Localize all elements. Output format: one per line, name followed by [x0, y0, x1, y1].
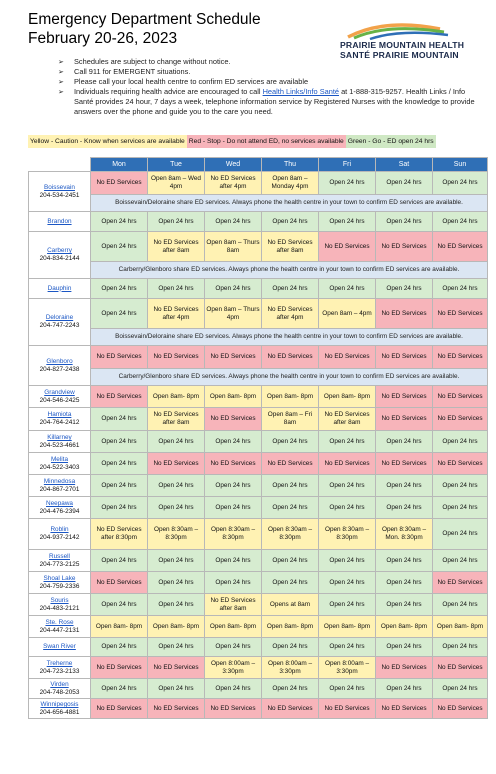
- site-phone: 204-747-2243: [39, 322, 80, 329]
- site-name-link[interactable]: Ste. Rose: [45, 618, 74, 626]
- status-cell-wed: Open 8am – Thurs 4pm: [205, 299, 262, 329]
- status-cell-wed: Open 24 hrs: [205, 497, 262, 519]
- status-cell-mon: Open 24 hrs: [91, 431, 148, 453]
- status-cell-sat: Open 24 hrs: [376, 172, 433, 195]
- site-row: [29, 386, 488, 408]
- legend-yellow: Yellow - Caution - Know when services are available: [28, 135, 187, 148]
- site-row: [29, 408, 488, 431]
- site-cell: [29, 279, 91, 299]
- status-cell-thu: Open 24 hrs: [262, 550, 319, 572]
- status-cell-sun: Open 24 hrs: [433, 475, 488, 497]
- status-cell-wed: Open 24 hrs: [205, 638, 262, 657]
- site-name-link[interactable]: Winnipegosis: [40, 700, 79, 708]
- status-cell-sat: Open 8am- 8pm: [376, 616, 433, 638]
- status-cell-sun: No ED Services: [433, 232, 488, 262]
- status-cell-thu: No ED Services: [262, 699, 319, 719]
- notice-text: at 1-888-315-9257. Health Links / Info Santé provides 24 hour, 7 days a week, telephone information service by Registered Nurses with the knowledge to provide answers over the phone and guide you to the care you need.: [74, 87, 475, 116]
- site-row: [29, 657, 488, 679]
- status-cell-fri: No ED Services: [319, 346, 376, 369]
- site-name-link[interactable]: Virden: [50, 680, 69, 688]
- site-name-link[interactable]: Killarney: [47, 433, 72, 441]
- status-cell-mon: Open 24 hrs: [91, 497, 148, 519]
- status-cell-tue: Open 24 hrs: [148, 212, 205, 232]
- status-cell-tue: No ED Services after 8am: [148, 408, 205, 431]
- status-cell-sat: Open 24 hrs: [376, 572, 433, 594]
- site-row: [29, 679, 488, 699]
- site-phone: 204-759-2336: [39, 582, 80, 590]
- status-cell-mon: No ED Services: [91, 699, 148, 719]
- status-cell-sat: Open 24 hrs: [376, 431, 433, 453]
- status-cell-mon: Open 8am- 8pm: [91, 616, 148, 638]
- status-cell-wed: Open 24 hrs: [205, 679, 262, 699]
- status-cell-thu: Open 8:00am – 3:30pm: [262, 657, 319, 679]
- site-row: [29, 212, 488, 232]
- status-cell-mon: Open 24 hrs: [91, 638, 148, 657]
- status-cell-thu: Open 24 hrs: [262, 475, 319, 497]
- status-cell-fri: Open 24 hrs: [319, 497, 376, 519]
- status-cell-fri: Open 8am – 4pm: [319, 299, 376, 329]
- status-cell-mon: Open 24 hrs: [91, 475, 148, 497]
- status-cell-tue: Open 8:30am – 8:30pm: [148, 519, 205, 550]
- shared-services-note-row: [29, 195, 488, 212]
- site-name-link[interactable]: Grandview: [44, 388, 75, 396]
- status-cell-thu: Open 8am – Fri 8am: [262, 408, 319, 431]
- site-phone: 204-546-2425: [39, 396, 80, 404]
- site-row: [29, 572, 488, 594]
- status-cell-fri: No ED Services: [319, 232, 376, 262]
- day-header: Mon: [91, 158, 148, 172]
- site-phone: 204-534-2451: [39, 191, 80, 199]
- status-cell-thu: Open 24 hrs: [262, 679, 319, 699]
- site-name-link[interactable]: Boissevain: [44, 183, 75, 191]
- status-cell-tue: Open 8am- 8pm: [148, 386, 205, 408]
- status-cell-sun: No ED Services: [433, 699, 488, 719]
- status-cell-mon: Open 24 hrs: [91, 453, 148, 475]
- status-cell-wed: Open 8:00am – 3:30pm: [205, 657, 262, 679]
- site-row: [29, 279, 488, 299]
- shared-services-note: Boissevain/Deloraine share ED services. Always phone the health centre in your town to confirm ED services are available.: [91, 195, 488, 212]
- status-cell-sat: No ED Services: [376, 657, 433, 679]
- site-row: [29, 616, 488, 638]
- notice-item: ➢ Call 911 for EMERGENT situations.: [58, 67, 486, 77]
- site-phone: 204-867-2701: [39, 485, 80, 493]
- status-cell-tue: No ED Services after 8am: [148, 232, 205, 262]
- status-cell-tue: No ED Services after 4pm: [148, 299, 205, 329]
- status-cell-tue: Open 24 hrs: [148, 279, 205, 299]
- status-cell-sun: No ED Services: [433, 572, 488, 594]
- day-header: Sat: [376, 158, 433, 172]
- site-name-link[interactable]: Treherne: [46, 659, 73, 667]
- day-header: Fri: [319, 158, 376, 172]
- status-cell-thu: No ED Services: [262, 346, 319, 369]
- status-cell-sat: Open 24 hrs: [376, 594, 433, 616]
- site-row: [29, 232, 488, 262]
- site-name-link[interactable]: Neepawa: [45, 499, 73, 507]
- shared-services-note: Carberry/Glenboro share ED services. Always phone the health centre in your town to confirm ED services are available.: [91, 262, 488, 279]
- title-line-1: Emergency Department Schedule: [28, 11, 261, 28]
- status-cell-sun: Open 24 hrs: [433, 279, 488, 299]
- status-cell-mon: No ED Services: [91, 572, 148, 594]
- status-cell-sun: Open 24 hrs: [433, 638, 488, 657]
- site-row: [29, 638, 488, 657]
- status-cell-wed: Open 24 hrs: [205, 550, 262, 572]
- status-cell-fri: Open 8:30am – 8:30pm: [319, 519, 376, 550]
- status-cell-sat: Open 24 hrs: [376, 212, 433, 232]
- status-cell-sun: Open 24 hrs: [433, 679, 488, 699]
- status-cell-sun: No ED Services: [433, 453, 488, 475]
- status-cell-fri: Open 8am- 8pm: [319, 616, 376, 638]
- site-name-link[interactable]: Shoal Lake: [43, 574, 76, 582]
- status-cell-tue: Open 8am – Wed 4pm: [148, 172, 205, 195]
- site-cell: [29, 550, 91, 572]
- status-cell-fri: Open 8:00am – 3:30pm: [319, 657, 376, 679]
- site-name-link[interactable]: Melita: [50, 455, 69, 463]
- notice-item: ➢ Schedules are subject to change without notice.: [58, 57, 486, 67]
- status-cell-thu: Opens at 8am: [262, 594, 319, 616]
- status-cell-thu: Open 24 hrs: [262, 497, 319, 519]
- status-cell-fri: Open 8am- 8pm: [319, 386, 376, 408]
- status-cell-fri: No ED Services: [319, 453, 376, 475]
- status-cell-wed: No ED Services after 8am: [205, 594, 262, 616]
- status-cell-thu: Open 24 hrs: [262, 279, 319, 299]
- status-cell-mon: Open 24 hrs: [91, 594, 148, 616]
- status-cell-fri: No ED Services: [319, 699, 376, 719]
- site-cell: [29, 679, 91, 699]
- site-phone: 204-937-2142: [39, 534, 80, 541]
- status-cell-tue: Open 8am- 8pm: [148, 616, 205, 638]
- site-name-link[interactable]: Dauphin: [47, 284, 72, 292]
- site-row: [29, 550, 488, 572]
- header-corner: [29, 158, 91, 172]
- shared-services-note: Carberry/Glenboro share ED services. Always phone the health centre in your town to confirm ED services are available.: [91, 369, 488, 386]
- site-name-link[interactable]: Glenboro: [46, 357, 73, 365]
- status-cell-sat: No ED Services: [376, 232, 433, 262]
- site-phone: 204-523-4661: [39, 441, 80, 449]
- status-cell-wed: Open 24 hrs: [205, 475, 262, 497]
- status-cell-mon: Open 24 hrs: [91, 679, 148, 699]
- site-cell: [29, 497, 91, 519]
- status-cell-sat: Open 24 hrs: [376, 497, 433, 519]
- status-cell-sat: No ED Services: [376, 346, 433, 369]
- site-cell: [29, 657, 91, 679]
- status-cell-tue: No ED Services: [148, 453, 205, 475]
- title-line-2: February 20-26, 2023: [28, 30, 178, 47]
- status-cell-sat: No ED Services: [376, 453, 433, 475]
- site-row: [29, 475, 488, 497]
- site-row: [29, 594, 488, 616]
- status-cell-mon: No ED Services: [91, 346, 148, 369]
- site-name-link[interactable]: Carberry: [47, 247, 72, 255]
- day-header: Thu: [262, 158, 319, 172]
- site-row: [29, 346, 488, 369]
- status-cell-mon: Open 24 hrs: [91, 212, 148, 232]
- status-cell-wed: Open 24 hrs: [205, 572, 262, 594]
- status-cell-thu: No ED Services after 8am: [262, 232, 319, 262]
- status-cell-wed: Open 8am- 8pm: [205, 616, 262, 638]
- site-row: [29, 699, 488, 719]
- logo-text-fr: SANTÉ PRAIRIE MOUNTAIN: [340, 50, 459, 60]
- status-cell-sat: Open 24 hrs: [376, 638, 433, 657]
- status-cell-sun: Open 24 hrs: [433, 497, 488, 519]
- site-cell: [29, 172, 91, 212]
- legend-green: Green - Go - ED open 24 hrs: [346, 135, 436, 148]
- site-row: [29, 497, 488, 519]
- site-row: [29, 519, 488, 550]
- status-cell-tue: Open 24 hrs: [148, 550, 205, 572]
- logo-text-en: PRAIRIE MOUNTAIN HEALTH: [340, 40, 465, 50]
- status-cell-mon: Open 24 hrs: [91, 550, 148, 572]
- status-cell-sun: Open 24 hrs: [433, 172, 488, 195]
- status-cell-sat: No ED Services: [376, 386, 433, 408]
- status-cell-thu: Open 8am – Monday 4pm: [262, 172, 319, 195]
- notice-text: Individuals requiring health advice are encouraged to call: [74, 87, 263, 96]
- status-cell-wed: No ED Services after 4pm: [205, 172, 262, 195]
- status-cell-thu: Open 24 hrs: [262, 431, 319, 453]
- shared-services-note: Boissevain/Deloraine share ED services. Always phone the health centre in your town to confirm ED services are available.: [91, 329, 488, 346]
- status-cell-thu: No ED Services: [262, 453, 319, 475]
- status-cell-sun: Open 24 hrs: [433, 519, 488, 550]
- status-cell-wed: Open 8:30am – 8:30pm: [205, 519, 262, 550]
- status-cell-sun: No ED Services: [433, 386, 488, 408]
- status-cell-thu: Open 8am- 8pm: [262, 616, 319, 638]
- status-cell-mon: No ED Services: [91, 386, 148, 408]
- day-header: Sun: [433, 158, 488, 172]
- site-cell: [29, 386, 91, 408]
- status-cell-fri: No ED Services after 8am: [319, 408, 376, 431]
- status-cell-sun: No ED Services: [433, 299, 488, 329]
- site-name-link[interactable]: Roblin: [50, 526, 69, 534]
- site-phone: 204-476-2394: [39, 507, 80, 515]
- status-cell-tue: Open 24 hrs: [148, 594, 205, 616]
- site-cell: [29, 519, 91, 550]
- status-cell-fri: Open 24 hrs: [319, 475, 376, 497]
- legend-red: Red - Stop - Do not attend ED, no services available: [187, 135, 346, 148]
- status-cell-fri: Open 24 hrs: [319, 279, 376, 299]
- status-cell-thu: Open 24 hrs: [262, 638, 319, 657]
- status-cell-tue: Open 24 hrs: [148, 638, 205, 657]
- status-cell-fri: Open 24 hrs: [319, 172, 376, 195]
- status-cell-mon: Open 24 hrs: [91, 299, 148, 329]
- site-name-link[interactable]: Brandon: [47, 217, 72, 225]
- status-cell-sun: No ED Services: [433, 346, 488, 369]
- status-cell-sun: Open 24 hrs: [433, 550, 488, 572]
- status-cell-sun: Open 8am- 8pm: [433, 616, 488, 638]
- site-cell: [29, 572, 91, 594]
- site-name-link[interactable]: Souris: [50, 596, 69, 604]
- site-cell: [29, 232, 91, 279]
- status-cell-tue: No ED Services: [148, 657, 205, 679]
- status-cell-fri: Open 24 hrs: [319, 594, 376, 616]
- status-cell-wed: No ED Services: [205, 408, 262, 431]
- status-cell-mon: Open 24 hrs: [91, 408, 148, 431]
- status-cell-sat: No ED Services: [376, 699, 433, 719]
- site-cell: [29, 346, 91, 386]
- site-phone: 204-764-2412: [39, 419, 80, 426]
- site-phone: 204-834-2144: [39, 255, 80, 262]
- schedule-body: [29, 172, 488, 719]
- page-title: [28, 10, 261, 48]
- site-row: [29, 431, 488, 453]
- status-cell-wed: Open 24 hrs: [205, 212, 262, 232]
- status-cell-tue: Open 24 hrs: [148, 679, 205, 699]
- color-legend: [28, 135, 436, 148]
- status-cell-wed: Open 8am- 8pm: [205, 386, 262, 408]
- site-phone: 204-723-2133: [39, 667, 80, 675]
- status-cell-tue: Open 24 hrs: [148, 475, 205, 497]
- status-cell-tue: Open 24 hrs: [148, 497, 205, 519]
- status-cell-sat: No ED Services: [376, 299, 433, 329]
- status-cell-wed: No ED Services: [205, 699, 262, 719]
- notice-list: [58, 57, 486, 117]
- site-phone: 204-522-3403: [39, 463, 80, 471]
- status-cell-tue: Open 24 hrs: [148, 431, 205, 453]
- status-cell-fri: Open 24 hrs: [319, 431, 376, 453]
- site-cell: [29, 699, 91, 719]
- shared-services-note-row: [29, 262, 488, 279]
- status-cell-thu: Open 24 hrs: [262, 572, 319, 594]
- shared-services-note-row: [29, 329, 488, 346]
- status-cell-mon: No ED Services after 8:30pm: [91, 519, 148, 550]
- ed-schedule-table: [28, 157, 488, 719]
- status-cell-fri: Open 24 hrs: [319, 550, 376, 572]
- site-cell: [29, 475, 91, 497]
- status-cell-wed: No ED Services: [205, 453, 262, 475]
- status-cell-mon: Open 24 hrs: [91, 279, 148, 299]
- status-cell-thu: Open 8:30am – 8:30pm: [262, 519, 319, 550]
- status-cell-tue: No ED Services: [148, 346, 205, 369]
- status-cell-sat: No ED Services: [376, 408, 433, 431]
- site-cell: [29, 299, 91, 346]
- site-name-link[interactable]: Minnedosa: [43, 477, 76, 485]
- day-header: Tue: [148, 158, 205, 172]
- site-cell: [29, 212, 91, 232]
- day-header: Wed: [205, 158, 262, 172]
- status-cell-mon: Open 24 hrs: [91, 232, 148, 262]
- status-cell-fri: Open 24 hrs: [319, 679, 376, 699]
- status-cell-thu: No ED Services after 4pm: [262, 299, 319, 329]
- status-cell-fri: Open 24 hrs: [319, 212, 376, 232]
- site-cell: [29, 616, 91, 638]
- site-phone: 204-656-4881: [39, 708, 80, 716]
- site-cell: [29, 431, 91, 453]
- site-cell: [29, 408, 91, 431]
- site-row: [29, 172, 488, 195]
- status-cell-fri: Open 24 hrs: [319, 572, 376, 594]
- site-phone: 204-483-2121: [39, 604, 80, 612]
- status-cell-sun: Open 24 hrs: [433, 594, 488, 616]
- status-cell-sun: No ED Services: [433, 657, 488, 679]
- site-name-link[interactable]: Deloraine: [45, 314, 74, 322]
- status-cell-sun: Open 24 hrs: [433, 431, 488, 453]
- site-name-link[interactable]: Swan River: [43, 643, 76, 651]
- status-cell-sat: Open 24 hrs: [376, 279, 433, 299]
- site-cell: [29, 453, 91, 475]
- status-cell-fri: Open 24 hrs: [319, 638, 376, 657]
- status-cell-sat: Open 24 hrs: [376, 550, 433, 572]
- status-cell-mon: No ED Services: [91, 172, 148, 195]
- status-cell-sun: No ED Services: [433, 408, 488, 431]
- site-row: [29, 453, 488, 475]
- site-name-link[interactable]: Russell: [49, 552, 70, 560]
- notice-item: ➢ Please call your local health centre to confirm ED services are available: [58, 77, 486, 87]
- site-cell: [29, 594, 91, 616]
- site-name-link[interactable]: Hamiota: [47, 411, 72, 419]
- day-header-row: [29, 158, 488, 172]
- notice-item: [58, 87, 486, 117]
- site-row: [29, 299, 488, 329]
- health-links-link[interactable]: Health Links/Info Santé: [262, 87, 340, 96]
- status-cell-sat: Open 24 hrs: [376, 475, 433, 497]
- logo-swoosh-icon: [340, 20, 450, 40]
- status-cell-thu: Open 24 hrs: [262, 212, 319, 232]
- status-cell-sat: Open 24 hrs: [376, 679, 433, 699]
- site-phone: 204-827-2438: [39, 365, 80, 373]
- status-cell-wed: Open 24 hrs: [205, 431, 262, 453]
- status-cell-tue: No ED Services: [148, 699, 205, 719]
- status-cell-wed: No ED Services: [205, 346, 262, 369]
- prairie-mountain-health-logo: [340, 20, 490, 60]
- site-cell: [29, 638, 91, 657]
- site-phone: 204-748-2053: [39, 688, 80, 696]
- status-cell-sat: Open 8:30am – Mon. 8:30pm: [376, 519, 433, 550]
- site-phone: 204-447-2131: [39, 626, 80, 634]
- shared-services-note-row: [29, 369, 488, 386]
- status-cell-wed: Open 24 hrs: [205, 279, 262, 299]
- status-cell-sun: Open 24 hrs: [433, 212, 488, 232]
- status-cell-wed: Open 8am – Thurs 8am: [205, 232, 262, 262]
- site-phone: 204-773-2125: [39, 560, 80, 568]
- status-cell-mon: No ED Services: [91, 657, 148, 679]
- status-cell-tue: Open 24 hrs: [148, 572, 205, 594]
- status-cell-thu: Open 8am- 8pm: [262, 386, 319, 408]
